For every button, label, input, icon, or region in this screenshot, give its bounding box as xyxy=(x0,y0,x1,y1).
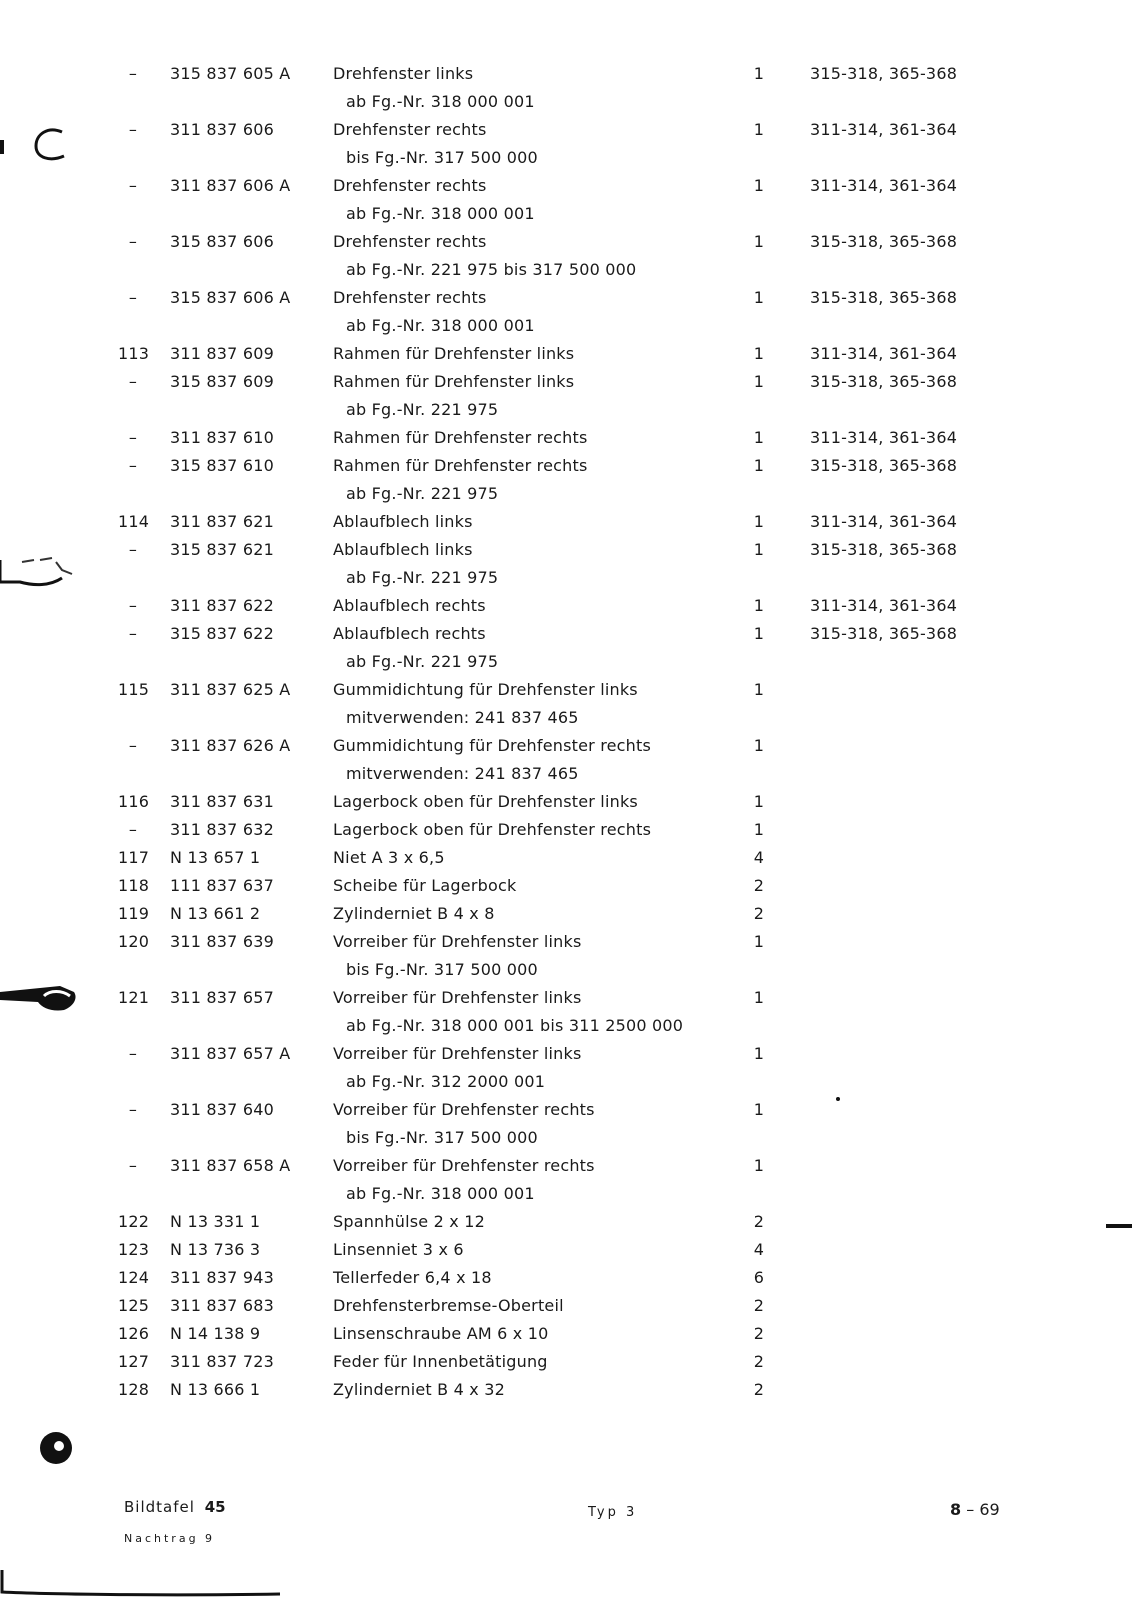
serial-range-note: bis Fg.-Nr. 317 500 000 xyxy=(346,960,538,979)
position-number: 117 xyxy=(118,848,150,867)
part-description: Feder für Innenbetätigung xyxy=(333,1352,548,1371)
quantity: 1 xyxy=(753,1044,765,1063)
page-dash: – xyxy=(966,1500,975,1519)
part-row-note xyxy=(0,958,1132,986)
serial-range-note: ab Fg.-Nr. 318 000 001 xyxy=(346,204,535,223)
part-number: 311 837 621 xyxy=(170,512,274,531)
part-number: N 13 661 2 xyxy=(170,904,261,923)
position-number: 119 xyxy=(118,904,150,923)
punch-hole-icon xyxy=(36,1428,76,1468)
model-range: 315-318, 365-368 xyxy=(810,372,958,391)
part-number: 315 837 606 A xyxy=(170,288,291,307)
part-description: Zylinderniet B 4 x 32 xyxy=(333,1380,505,1399)
part-row-note xyxy=(0,706,1132,734)
part-description: Gummidichtung für Drehfenster rechts xyxy=(333,736,652,755)
part-number: 311 837 632 xyxy=(170,820,274,839)
position-number: – xyxy=(128,1156,138,1175)
position-number: 115 xyxy=(118,680,150,699)
quantity: 1 xyxy=(753,288,765,307)
part-row xyxy=(0,1154,1132,1182)
part-row xyxy=(0,1350,1132,1378)
part-row xyxy=(0,1210,1132,1238)
part-row xyxy=(0,118,1132,146)
part-description: Niet A 3 x 6,5 xyxy=(333,848,445,867)
quantity: 2 xyxy=(753,904,765,923)
part-number: N 13 657 1 xyxy=(170,848,261,867)
part-row xyxy=(0,734,1132,762)
part-description: Drehfenster rechts xyxy=(333,176,487,195)
position-number: – xyxy=(128,736,138,755)
vehicle-type: Typ 3 xyxy=(588,1505,638,1520)
part-description: Gummidichtung für Drehfenster links xyxy=(333,680,638,699)
position-number: – xyxy=(128,232,138,251)
quantity: 1 xyxy=(753,792,765,811)
model-range: 315-318, 365-368 xyxy=(810,288,958,307)
part-description: Rahmen für Drehfenster links xyxy=(333,372,575,391)
part-row xyxy=(0,818,1132,846)
part-description: Vorreiber für Drehfenster links xyxy=(333,988,582,1007)
position-number: – xyxy=(128,120,138,139)
quantity: 1 xyxy=(753,372,765,391)
serial-range-note: ab Fg.-Nr. 221 975 bis 317 500 000 xyxy=(346,260,637,279)
parts-list xyxy=(0,62,1132,1406)
part-description: Vorreiber für Drehfenster links xyxy=(333,932,582,951)
position-number: 116 xyxy=(118,792,150,811)
part-description: Ablaufblech rechts xyxy=(333,624,486,643)
part-description: Rahmen für Drehfenster rechts xyxy=(333,456,588,475)
position-number: 121 xyxy=(118,988,150,1007)
position-number: – xyxy=(128,820,138,839)
part-row xyxy=(0,370,1132,398)
serial-range-note: ab Fg.-Nr. 221 975 xyxy=(346,652,499,671)
position-number: 124 xyxy=(118,1268,150,1287)
position-number: – xyxy=(128,428,138,447)
supplement-note: Nachtrag 9 xyxy=(124,1532,216,1545)
part-row xyxy=(0,1042,1132,1070)
position-number: – xyxy=(128,1044,138,1063)
part-row xyxy=(0,1294,1132,1322)
part-number: 111 837 637 xyxy=(170,876,274,895)
part-description: Linsenschraube AM 6 x 10 xyxy=(333,1324,549,1343)
part-row-note xyxy=(0,482,1132,510)
serial-range-note: ab Fg.-Nr. 312 2000 001 xyxy=(346,1072,546,1091)
quantity: 2 xyxy=(753,876,765,895)
quantity: 1 xyxy=(753,232,765,251)
part-row xyxy=(0,846,1132,874)
part-number: 311 837 622 xyxy=(170,596,274,615)
quantity: 6 xyxy=(753,1268,765,1287)
quantity: 1 xyxy=(753,64,765,83)
plate-label: Bildtafel xyxy=(124,1498,195,1516)
quantity: 1 xyxy=(753,120,765,139)
serial-range-note: ab Fg.-Nr. 318 000 001 bis 311 2500 000 xyxy=(346,1016,684,1035)
position-number: 128 xyxy=(118,1380,150,1399)
serial-range-note: mitverwenden: 241 837 465 xyxy=(346,708,579,727)
part-row-note xyxy=(0,202,1132,230)
quantity: 1 xyxy=(753,736,765,755)
part-number: 311 837 609 xyxy=(170,344,274,363)
part-description: Drehfenster rechts xyxy=(333,288,487,307)
position-number: 114 xyxy=(118,512,150,531)
part-row xyxy=(0,230,1132,258)
part-description: Rahmen für Drehfenster rechts xyxy=(333,428,588,447)
part-number: 311 837 625 A xyxy=(170,680,291,699)
position-number: – xyxy=(128,288,138,307)
position-number: 122 xyxy=(118,1212,150,1231)
part-description: Ablaufblech links xyxy=(333,512,473,531)
position-number: – xyxy=(128,596,138,615)
part-row xyxy=(0,902,1132,930)
model-range: 311-314, 361-364 xyxy=(810,596,958,615)
position-number: 118 xyxy=(118,876,150,895)
serial-range-note: ab Fg.-Nr. 318 000 001 xyxy=(346,1184,535,1203)
part-number: 311 837 631 xyxy=(170,792,274,811)
part-number: 315 837 609 xyxy=(170,372,274,391)
quantity: 1 xyxy=(753,428,765,447)
position-number: – xyxy=(128,624,138,643)
position-number: – xyxy=(128,176,138,195)
position-number: 125 xyxy=(118,1296,150,1315)
position-number: – xyxy=(128,372,138,391)
part-number: 311 837 943 xyxy=(170,1268,274,1287)
part-row-note xyxy=(0,762,1132,790)
part-row xyxy=(0,454,1132,482)
part-row-note xyxy=(0,1014,1132,1042)
part-row-note xyxy=(0,398,1132,426)
part-description: Vorreiber für Drehfenster rechts xyxy=(333,1100,595,1119)
part-description: Scheibe für Lagerbock xyxy=(333,876,517,895)
position-number: – xyxy=(128,456,138,475)
part-row xyxy=(0,1322,1132,1350)
part-description: Spannhülse 2 x 12 xyxy=(333,1212,485,1231)
model-range: 311-314, 361-364 xyxy=(810,428,958,447)
part-row xyxy=(0,286,1132,314)
quantity: 1 xyxy=(753,680,765,699)
part-row xyxy=(0,678,1132,706)
part-description: Rahmen für Drehfenster links xyxy=(333,344,575,363)
serial-range-note: ab Fg.-Nr. 221 975 xyxy=(346,484,499,503)
part-number: N 13 331 1 xyxy=(170,1212,261,1231)
plate-number: 45 xyxy=(204,1498,226,1516)
part-number: N 13 666 1 xyxy=(170,1380,261,1399)
part-row xyxy=(0,1266,1132,1294)
position-number: – xyxy=(128,1100,138,1119)
part-row xyxy=(0,510,1132,538)
part-row xyxy=(0,594,1132,622)
part-row-note xyxy=(0,1126,1132,1154)
part-number: 315 837 621 xyxy=(170,540,274,559)
part-number: 315 837 606 xyxy=(170,232,274,251)
part-row-note xyxy=(0,650,1132,678)
part-description: Tellerfeder 6,4 x 18 xyxy=(333,1268,492,1287)
serial-range-note: bis Fg.-Nr. 317 500 000 xyxy=(346,148,538,167)
serial-range-note: ab Fg.-Nr. 221 975 xyxy=(346,400,499,419)
part-description: Vorreiber für Drehfenster links xyxy=(333,1044,582,1063)
model-range: 311-314, 361-364 xyxy=(810,176,958,195)
position-number: 120 xyxy=(118,932,150,951)
position-number: – xyxy=(128,540,138,559)
part-number: N 13 736 3 xyxy=(170,1240,261,1259)
part-number: 311 837 606 A xyxy=(170,176,291,195)
model-range: 315-318, 365-368 xyxy=(810,64,958,83)
part-row-note xyxy=(0,258,1132,286)
part-description: Ablaufblech rechts xyxy=(333,596,486,615)
part-row xyxy=(0,1098,1132,1126)
serial-range-note: mitverwenden: 241 837 465 xyxy=(346,764,579,783)
part-number: 311 837 658 A xyxy=(170,1156,291,1175)
serial-range-note: ab Fg.-Nr. 318 000 001 xyxy=(346,92,535,111)
model-range: 311-314, 361-364 xyxy=(810,344,958,363)
part-description: Drehfenster rechts xyxy=(333,120,487,139)
part-row xyxy=(0,930,1132,958)
part-row xyxy=(0,62,1132,90)
model-range: 315-318, 365-368 xyxy=(810,456,958,475)
quantity: 4 xyxy=(753,1240,765,1259)
part-description: Linsenniet 3 x 6 xyxy=(333,1240,464,1259)
part-row-note xyxy=(0,1182,1132,1210)
part-number: 311 837 723 xyxy=(170,1352,274,1371)
quantity: 2 xyxy=(753,1380,765,1399)
part-row xyxy=(0,986,1132,1014)
quantity: 1 xyxy=(753,344,765,363)
part-row xyxy=(0,538,1132,566)
bottom-edge-line-icon xyxy=(0,1570,290,1600)
serial-range-note: ab Fg.-Nr. 318 000 001 xyxy=(346,316,535,335)
part-number: 311 837 683 xyxy=(170,1296,274,1315)
part-number: 311 837 626 A xyxy=(170,736,291,755)
quantity: 2 xyxy=(753,1212,765,1231)
position-number: 126 xyxy=(118,1324,150,1343)
part-description: Zylinderniet B 4 x 8 xyxy=(333,904,495,923)
part-row xyxy=(0,1238,1132,1266)
part-row xyxy=(0,342,1132,370)
quantity: 1 xyxy=(753,624,765,643)
serial-range-note: bis Fg.-Nr. 317 500 000 xyxy=(346,1128,538,1147)
part-row xyxy=(0,174,1132,202)
part-row xyxy=(0,790,1132,818)
quantity: 2 xyxy=(753,1352,765,1371)
part-description: Lagerbock oben für Drehfenster links xyxy=(333,792,638,811)
part-number: 315 837 610 xyxy=(170,456,274,475)
quantity: 2 xyxy=(753,1296,765,1315)
part-row xyxy=(0,622,1132,650)
part-row xyxy=(0,426,1132,454)
page-number-value: 69 xyxy=(979,1500,1000,1519)
part-description: Drehfenster links xyxy=(333,64,474,83)
model-range: 311-314, 361-364 xyxy=(810,512,958,531)
quantity: 1 xyxy=(753,176,765,195)
part-number: 311 837 606 xyxy=(170,120,274,139)
plate-reference xyxy=(124,1498,226,1516)
model-range: 311-314, 361-364 xyxy=(810,120,958,139)
part-number: 311 837 640 xyxy=(170,1100,274,1119)
part-row-note xyxy=(0,1070,1132,1098)
part-row xyxy=(0,1378,1132,1406)
quantity: 2 xyxy=(753,1324,765,1343)
part-number: 311 837 610 xyxy=(170,428,274,447)
quantity: 1 xyxy=(753,1156,765,1175)
part-number: 311 837 657 xyxy=(170,988,274,1007)
model-range: 315-318, 365-368 xyxy=(810,232,958,251)
part-number: N 14 138 9 xyxy=(170,1324,261,1343)
part-number: 311 837 639 xyxy=(170,932,274,951)
page-number xyxy=(950,1500,1000,1519)
quantity: 1 xyxy=(753,512,765,531)
part-description: Ablaufblech links xyxy=(333,540,473,559)
part-description: Vorreiber für Drehfenster rechts xyxy=(333,1156,595,1175)
part-row-note xyxy=(0,566,1132,594)
quantity: 1 xyxy=(753,596,765,615)
part-row-note xyxy=(0,314,1132,342)
page-section: 8 xyxy=(950,1500,962,1519)
part-number: 311 837 657 A xyxy=(170,1044,291,1063)
quantity: 4 xyxy=(753,848,765,867)
part-number: 315 837 605 A xyxy=(170,64,291,83)
position-number: – xyxy=(128,64,138,83)
quantity: 1 xyxy=(753,932,765,951)
model-range: 315-318, 365-368 xyxy=(810,624,958,643)
part-row xyxy=(0,874,1132,902)
position-number: 127 xyxy=(118,1352,150,1371)
position-number: 123 xyxy=(118,1240,150,1259)
serial-range-note: ab Fg.-Nr. 221 975 xyxy=(346,568,499,587)
part-description: Lagerbock oben für Drehfenster rechts xyxy=(333,820,652,839)
quantity: 1 xyxy=(753,1100,765,1119)
part-description: Drehfensterbremse-Oberteil xyxy=(333,1296,564,1315)
quantity: 1 xyxy=(753,456,765,475)
quantity: 1 xyxy=(753,540,765,559)
part-number: 315 837 622 xyxy=(170,624,274,643)
quantity: 1 xyxy=(753,988,765,1007)
part-row-note xyxy=(0,90,1132,118)
part-row-note xyxy=(0,146,1132,174)
part-description: Drehfenster rechts xyxy=(333,232,487,251)
position-number: 113 xyxy=(118,344,150,363)
quantity: 1 xyxy=(753,820,765,839)
model-range: 315-318, 365-368 xyxy=(810,540,958,559)
